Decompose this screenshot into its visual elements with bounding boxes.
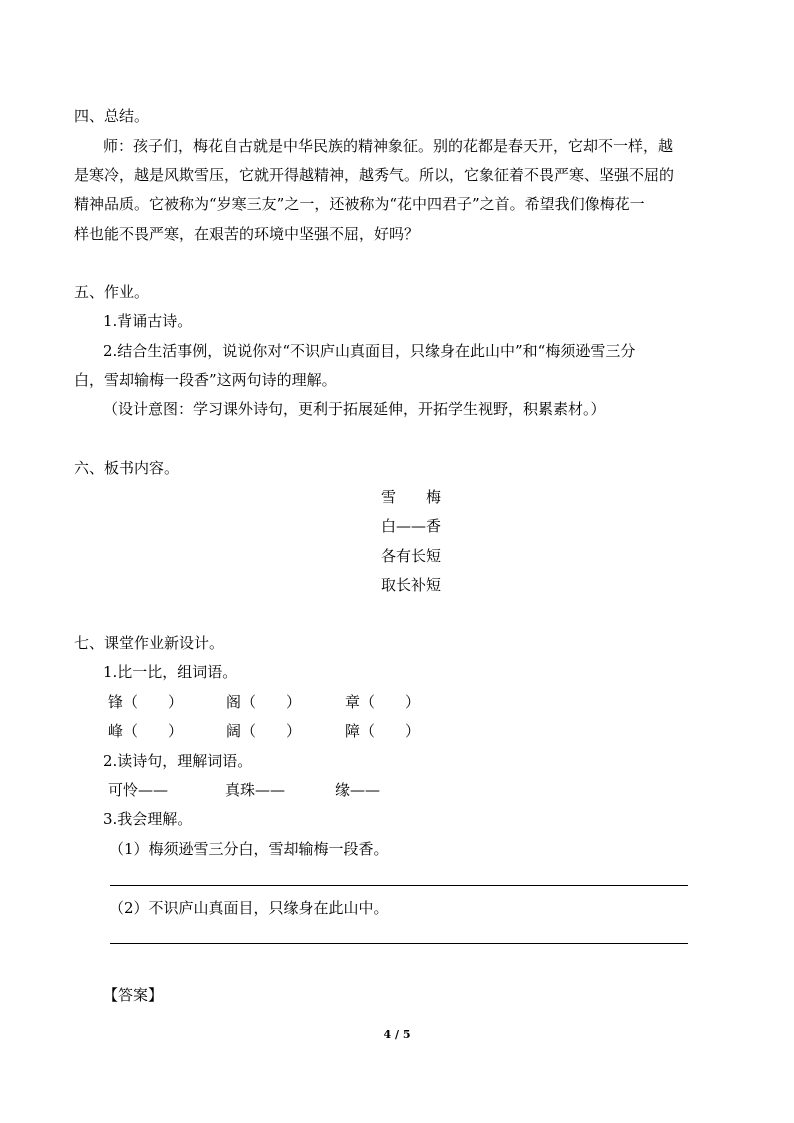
word-blank: 阁（ ）	[226, 693, 302, 711]
homework-item-2-line-2: 白，雪却输梅一段香”这两句诗的理解。	[74, 371, 337, 389]
answer-line	[110, 885, 688, 886]
board-line-2: 白——香	[381, 517, 442, 535]
section-4-para-line-3: 精神品质。它被称为“岁寒三友”之一，还被称为“花中四君子”之首。希望我们像梅花一	[74, 195, 645, 213]
page-number: 4 / 5	[383, 1028, 411, 1041]
question-2: 2.读诗句，理解词语。	[103, 752, 253, 770]
section-4-para-line-2: 是寒冷，越是风欺雪压，它就开得越精神，越秀气。所以，它象征着不畏严寒、坚强不屈的	[74, 166, 675, 184]
word-blank: 锋（ ）	[108, 693, 184, 711]
board-line-4: 取长补短	[381, 576, 442, 594]
homework-item-1: 1.背诵古诗。	[103, 312, 193, 330]
section-4-heading: 四、总结。	[74, 107, 150, 125]
question-3-part-1: （1）梅须逊雪三分白，雪却输梅一段香。	[109, 840, 389, 858]
design-note: （设计意图：学习课外诗句，更利于拓展延伸，开拓学生视野，积累素材。）	[103, 400, 606, 418]
section-4-para-line-1: 师：孩子们，梅花自古就是中华民族的精神象征。别的花都是春天开，它却不一样，越	[103, 137, 674, 155]
section-5-heading: 五、作业。	[74, 283, 150, 301]
board-line-3: 各有长短	[381, 547, 442, 565]
word-blank: 阔（ ）	[226, 722, 302, 740]
vocab-item: 真珠——	[225, 781, 286, 799]
board-line-1: 雪 梅	[381, 488, 442, 506]
question-3-part-2: （2）不识庐山真面目，只缘身在此山中。	[109, 899, 389, 917]
word-blank: 障（ ）	[345, 722, 421, 740]
vocab-item: 缘——	[335, 781, 381, 799]
answer-line	[110, 943, 688, 944]
question-1: 1.比一比，组词语。	[103, 663, 238, 681]
answer-label: 【答案】	[103, 986, 164, 1004]
question-3: 3.我会理解。	[103, 810, 193, 828]
word-blank: 峰（ ）	[108, 722, 184, 740]
vocab-item: 可怜——	[108, 781, 169, 799]
word-blank: 章（ ）	[345, 693, 421, 711]
section-4-para-line-4: 样也能不畏严寒，在艰苦的环境中坚强不屈，好吗？	[74, 225, 420, 243]
homework-item-2-line-1: 2.结合生活事例，说说你对“不识庐山真面目，只缘身在此山中”和“梅须逊雪三分	[103, 342, 636, 360]
section-7-heading: 七、课堂作业新设计。	[74, 634, 225, 652]
section-6-heading: 六、板书内容。	[74, 459, 180, 477]
